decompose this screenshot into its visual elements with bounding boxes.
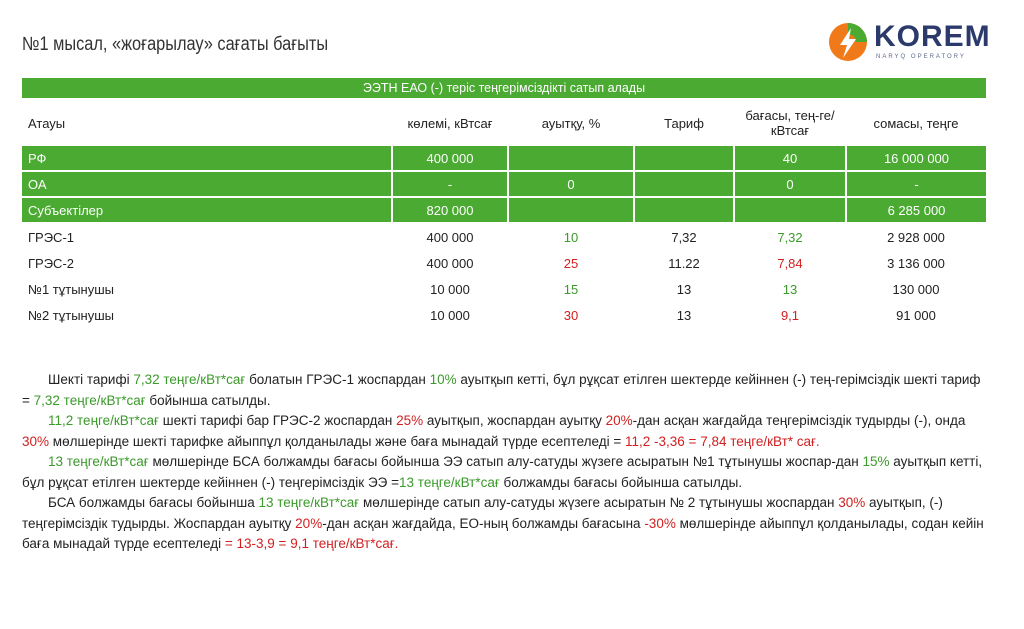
cell-name: РФ bbox=[22, 146, 392, 171]
cell-name: ГРЭС-1 bbox=[28, 229, 75, 245]
cell-tariff bbox=[634, 197, 734, 223]
cell-volume: 400 000 bbox=[392, 146, 508, 171]
cell-sum: 91 000 bbox=[896, 307, 936, 323]
cell-sum: 130 000 bbox=[892, 281, 940, 297]
table-row bbox=[22, 302, 986, 328]
cell-deviation: 15 bbox=[563, 281, 579, 297]
cell-price: 9,1 bbox=[780, 307, 800, 323]
cell-volume: 400 000 bbox=[426, 255, 474, 271]
cell-tariff: 13 bbox=[676, 307, 692, 323]
cell-price: 13 bbox=[782, 281, 798, 297]
cell-sum: - bbox=[846, 171, 986, 197]
cell-name: №1 тұтынушы bbox=[28, 281, 114, 297]
paragraph-consumer1: 13 теңге/кВт*сағ мөлшерінде БСА болжамды бағасы бойынша ЭЭ сатып алу-сатуды жүзеге асыратын №1 тұтынушы жоспар-дан 15% ауытқып кетті, бұл рұқсат етілген шектерде кейіннен (-) теңгерімсіздік ЭЭ =13 теңге/кВт*сағ болжамды бағасы бойынша сатылды. bbox=[22, 454, 983, 490]
cell-volume: 820 000 bbox=[392, 197, 508, 223]
cell-name: №2 тұтынушы bbox=[28, 307, 114, 323]
cell-price bbox=[734, 197, 846, 223]
cell-tariff: 11.22 bbox=[668, 255, 700, 271]
paragraph-gres1: Шекті тарифі 7,32 теңге/кВт*сағ болатын ГРЭС-1 жоспардан 10% ауытқып кетті, бұл рұқсат етілген шектерде кейіннен (-) тең-герімсіздік шекті тариф = 7,32 теңге/кВт*сағ бойынша сатылды. bbox=[22, 372, 981, 408]
table-row bbox=[22, 250, 986, 276]
cell-deviation: 10 bbox=[563, 229, 579, 245]
cell-price: 7,84 bbox=[777, 255, 803, 271]
cell-sum: 2 928 000 bbox=[887, 229, 945, 245]
explanation-text bbox=[22, 370, 986, 555]
header-price: бағасы, тең-ге/кВтсағ bbox=[745, 108, 835, 138]
paragraph-gres2: 11,2 теңге/кВт*сағ шекті тарифі бар ГРЭС-2 жоспардан 25% ауытқып, жоспардан ауытқу 20%-дан асқан жағдайда теңгерімсіздік тудырды (-), онда 30% мөлшерінде шекті тарифке айыппұл қолданылады және баға мынадай түрде есептеледі = 11,2 -3,36 = 7,84 теңге/кВт* сағ. bbox=[22, 413, 966, 449]
table-banner: ЭЭТН ЕАО (-) теріс теңгерімсіздікті сатып алады bbox=[22, 78, 986, 99]
cell-volume: 400 000 bbox=[426, 229, 474, 245]
header-deviation: ауытқу, % bbox=[541, 115, 601, 131]
cell-deviation: 30 bbox=[563, 307, 579, 323]
cell-sum: 6 285 000 bbox=[846, 197, 986, 223]
cell-sum: 3 136 000 bbox=[887, 255, 945, 271]
cell-price: 7,32 bbox=[777, 229, 803, 245]
cell-deviation: 25 bbox=[563, 255, 579, 271]
cell-tariff: 13 bbox=[676, 281, 692, 297]
header-volume: көлемі, кВтсағ bbox=[407, 115, 493, 131]
cell-price: 0 bbox=[734, 171, 846, 197]
header-name: Атауы bbox=[28, 115, 66, 131]
cell-tariff: 7,32 bbox=[671, 229, 697, 245]
page-title: №1 мысал, «жоғарылау» сағаты бағыты bbox=[22, 34, 329, 55]
table-row bbox=[22, 276, 986, 302]
lightning-logo-icon bbox=[826, 20, 870, 64]
cell-name: ГРЭС-2 bbox=[28, 255, 75, 271]
table-row bbox=[22, 223, 986, 250]
imbalance-table bbox=[22, 78, 986, 328]
cell-price: 40 bbox=[734, 146, 846, 171]
table-row bbox=[22, 171, 986, 197]
cell-name: Субъектілер bbox=[22, 197, 392, 223]
cell-tariff bbox=[634, 171, 734, 197]
logo-tagline: NARYQ OPERATORY bbox=[876, 54, 966, 60]
cell-sum: 16 000 000 bbox=[846, 146, 986, 171]
table-row bbox=[22, 146, 986, 171]
paragraph-consumer2: БСА болжамды бағасы бойынша 13 теңге/кВт*сағ мөлшерінде сатып алу-сатуды жүзеге асыратын № 2 тұтынушы жоспардан 30% ауытқып, (-) теңгерімсіздік тудырды. Жоспардан ауытқу 20%-дан асқан жағдайда, ЕО-ның болжамды бағасына -30% мөлшерінде айыппұл қолданылады, содан кейін баға мынадай түрде есептеледі = 13-3,9 = 9,1 теңге/кВт*сағ. bbox=[22, 495, 984, 551]
korem-logo bbox=[826, 20, 991, 66]
cell-volume: 10 000 bbox=[430, 281, 470, 297]
table-row bbox=[22, 197, 986, 223]
cell-deviation bbox=[508, 197, 634, 223]
header-sum: сомасы, теңге bbox=[873, 115, 959, 131]
table-banner-row bbox=[22, 78, 986, 99]
cell-name: ОА bbox=[22, 171, 392, 197]
header-tariff: Тариф bbox=[664, 115, 704, 131]
cell-deviation: 0 bbox=[508, 171, 634, 197]
cell-tariff bbox=[634, 146, 734, 171]
cell-deviation bbox=[508, 146, 634, 171]
cell-volume: - bbox=[392, 171, 508, 197]
logo-wordmark: KOREM bbox=[874, 20, 991, 53]
table-header-row bbox=[22, 99, 986, 146]
cell-volume: 10 000 bbox=[430, 307, 470, 323]
